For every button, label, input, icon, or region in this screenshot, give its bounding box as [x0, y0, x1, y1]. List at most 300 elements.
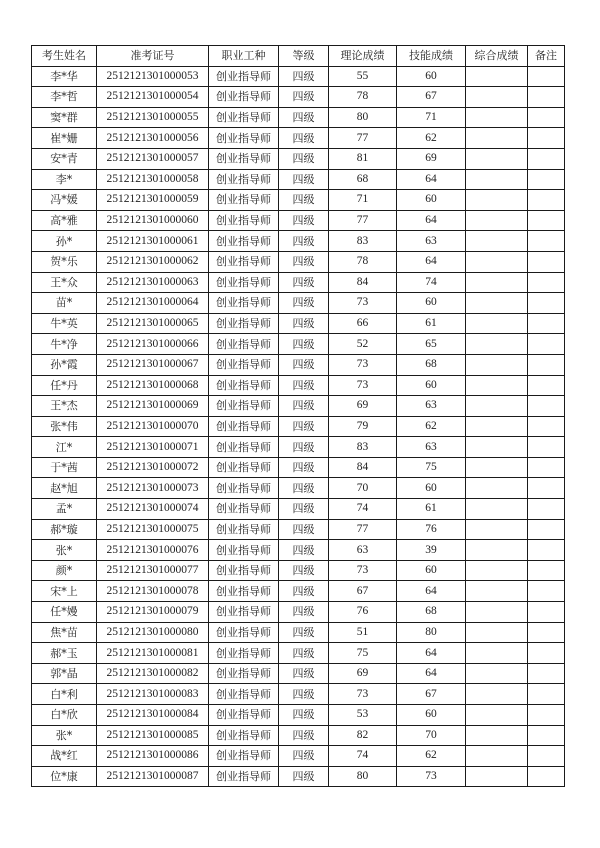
cell-exam-id: 2512121301000068: [97, 375, 209, 396]
cell-job: 创业指导师: [209, 560, 279, 581]
cell-name: 宋*上: [32, 581, 97, 602]
table-row: [32, 602, 565, 623]
header-job: 职业工种: [209, 46, 279, 67]
cell-theory-score: 84: [329, 457, 397, 478]
cell-theory-score: 55: [329, 66, 397, 87]
cell-note: [528, 128, 565, 149]
cell-job: 创业指导师: [209, 622, 279, 643]
cell-job: 创业指导师: [209, 210, 279, 231]
cell-level: 四级: [279, 148, 329, 169]
cell-exam-id: 2512121301000057: [97, 148, 209, 169]
cell-exam-id: 2512121301000070: [97, 416, 209, 437]
table-row: [32, 643, 565, 664]
cell-note: [528, 87, 565, 108]
cell-theory-score: 68: [329, 169, 397, 190]
cell-level: 四级: [279, 560, 329, 581]
cell-theory-score: 79: [329, 416, 397, 437]
cell-name: 冯*媛: [32, 190, 97, 211]
cell-job: 创业指导师: [209, 643, 279, 664]
cell-name: 位*康: [32, 766, 97, 787]
cell-theory-score: 73: [329, 560, 397, 581]
cell-note: [528, 540, 565, 561]
cell-exam-id: 2512121301000083: [97, 684, 209, 705]
cell-exam-id: 2512121301000076: [97, 540, 209, 561]
cell-name: 孙*霞: [32, 354, 97, 375]
cell-exam-id: 2512121301000067: [97, 354, 209, 375]
cell-skill-score: 60: [397, 190, 466, 211]
cell-name: 张*伟: [32, 416, 97, 437]
table-row: [32, 519, 565, 540]
cell-job: 创业指导师: [209, 746, 279, 767]
cell-total-score: [466, 746, 528, 767]
cell-level: 四级: [279, 663, 329, 684]
cell-theory-score: 73: [329, 375, 397, 396]
cell-level: 四级: [279, 540, 329, 561]
cell-note: [528, 107, 565, 128]
cell-skill-score: 69: [397, 148, 466, 169]
cell-theory-score: 70: [329, 478, 397, 499]
cell-exam-id: 2512121301000074: [97, 499, 209, 520]
cell-total-score: [466, 416, 528, 437]
cell-theory-score: 75: [329, 643, 397, 664]
cell-theory-score: 66: [329, 313, 397, 334]
cell-exam-id: 2512121301000087: [97, 766, 209, 787]
cell-note: [528, 190, 565, 211]
cell-theory-score: 67: [329, 581, 397, 602]
cell-skill-score: 39: [397, 540, 466, 561]
cell-skill-score: 62: [397, 128, 466, 149]
cell-job: 创业指导师: [209, 87, 279, 108]
cell-note: [528, 457, 565, 478]
cell-total-score: [466, 560, 528, 581]
cell-name: 江*: [32, 437, 97, 458]
cell-skill-score: 63: [397, 231, 466, 252]
cell-theory-score: 81: [329, 148, 397, 169]
cell-skill-score: 60: [397, 560, 466, 581]
cell-name: 张*: [32, 540, 97, 561]
cell-level: 四级: [279, 519, 329, 540]
cell-note: [528, 663, 565, 684]
cell-level: 四级: [279, 293, 329, 314]
cell-theory-score: 51: [329, 622, 397, 643]
cell-level: 四级: [279, 725, 329, 746]
cell-name: 赵*旭: [32, 478, 97, 499]
cell-name: 孟*: [32, 499, 97, 520]
cell-skill-score: 60: [397, 705, 466, 726]
cell-exam-id: 2512121301000075: [97, 519, 209, 540]
table-row: [32, 148, 565, 169]
cell-exam-id: 2512121301000056: [97, 128, 209, 149]
cell-note: [528, 354, 565, 375]
cell-name: 牛*英: [32, 313, 97, 334]
cell-exam-id: 2512121301000073: [97, 478, 209, 499]
cell-total-score: [466, 457, 528, 478]
cell-skill-score: 64: [397, 663, 466, 684]
cell-level: 四级: [279, 169, 329, 190]
table-row: [32, 437, 565, 458]
cell-job: 创业指导师: [209, 148, 279, 169]
cell-note: [528, 684, 565, 705]
cell-skill-score: 63: [397, 396, 466, 417]
cell-name: 高*雅: [32, 210, 97, 231]
cell-name: 焦*苗: [32, 622, 97, 643]
cell-note: [528, 643, 565, 664]
cell-note: [528, 251, 565, 272]
cell-note: [528, 272, 565, 293]
table-row: [32, 457, 565, 478]
cell-job: 创业指导师: [209, 334, 279, 355]
cell-job: 创业指导师: [209, 190, 279, 211]
cell-skill-score: 64: [397, 581, 466, 602]
cell-theory-score: 84: [329, 272, 397, 293]
cell-exam-id: 2512121301000059: [97, 190, 209, 211]
cell-theory-score: 76: [329, 602, 397, 623]
cell-total-score: [466, 107, 528, 128]
cell-exam-id: 2512121301000065: [97, 313, 209, 334]
cell-exam-id: 2512121301000058: [97, 169, 209, 190]
cell-skill-score: 71: [397, 107, 466, 128]
cell-job: 创业指导师: [209, 602, 279, 623]
cell-skill-score: 64: [397, 210, 466, 231]
table-row: [32, 272, 565, 293]
cell-job: 创业指导师: [209, 725, 279, 746]
cell-note: [528, 334, 565, 355]
table-row: [32, 540, 565, 561]
cell-exam-id: 2512121301000062: [97, 251, 209, 272]
cell-job: 创业指导师: [209, 705, 279, 726]
cell-skill-score: 60: [397, 293, 466, 314]
header-theory-score: 理论成绩: [329, 46, 397, 67]
cell-job: 创业指导师: [209, 437, 279, 458]
table-row: [32, 169, 565, 190]
table-row: [32, 478, 565, 499]
cell-theory-score: 74: [329, 746, 397, 767]
table-body: [32, 66, 565, 787]
cell-note: [528, 169, 565, 190]
header-total-score: 综合成绩: [466, 46, 528, 67]
cell-exam-id: 2512121301000085: [97, 725, 209, 746]
cell-exam-id: 2512121301000079: [97, 602, 209, 623]
cell-note: [528, 210, 565, 231]
cell-total-score: [466, 581, 528, 602]
cell-job: 创业指导师: [209, 375, 279, 396]
cell-job: 创业指导师: [209, 478, 279, 499]
cell-skill-score: 67: [397, 684, 466, 705]
cell-skill-score: 73: [397, 766, 466, 787]
cell-level: 四级: [279, 643, 329, 664]
header-level: 等级: [279, 46, 329, 67]
cell-skill-score: 76: [397, 519, 466, 540]
header-note: 备注: [528, 46, 565, 67]
cell-name: 王*众: [32, 272, 97, 293]
cell-job: 创业指导师: [209, 540, 279, 561]
cell-name: 于*茜: [32, 457, 97, 478]
cell-level: 四级: [279, 478, 329, 499]
cell-note: [528, 519, 565, 540]
cell-level: 四级: [279, 272, 329, 293]
cell-note: [528, 581, 565, 602]
cell-theory-score: 69: [329, 396, 397, 417]
cell-theory-score: 53: [329, 705, 397, 726]
cell-theory-score: 77: [329, 210, 397, 231]
cell-theory-score: 69: [329, 663, 397, 684]
cell-job: 创业指导师: [209, 128, 279, 149]
cell-total-score: [466, 354, 528, 375]
cell-level: 四级: [279, 457, 329, 478]
cell-exam-id: 2512121301000054: [97, 87, 209, 108]
table-row: [32, 766, 565, 787]
cell-job: 创业指导师: [209, 313, 279, 334]
cell-job: 创业指导师: [209, 293, 279, 314]
cell-theory-score: 77: [329, 128, 397, 149]
cell-total-score: [466, 251, 528, 272]
cell-name: 战*红: [32, 746, 97, 767]
cell-total-score: [466, 622, 528, 643]
cell-job: 创业指导师: [209, 499, 279, 520]
table-row: [32, 499, 565, 520]
cell-skill-score: 60: [397, 375, 466, 396]
table-row: [32, 416, 565, 437]
cell-level: 四级: [279, 416, 329, 437]
cell-exam-id: 2512121301000064: [97, 293, 209, 314]
cell-skill-score: 74: [397, 272, 466, 293]
cell-job: 创业指导师: [209, 416, 279, 437]
cell-note: [528, 437, 565, 458]
cell-name: 李*华: [32, 66, 97, 87]
cell-job: 创业指导师: [209, 766, 279, 787]
cell-total-score: [466, 272, 528, 293]
cell-exam-id: 2512121301000063: [97, 272, 209, 293]
cell-total-score: [466, 499, 528, 520]
cell-job: 创业指导师: [209, 272, 279, 293]
cell-job: 创业指导师: [209, 519, 279, 540]
cell-skill-score: 68: [397, 354, 466, 375]
cell-job: 创业指导师: [209, 107, 279, 128]
cell-note: [528, 622, 565, 643]
cell-total-score: [466, 313, 528, 334]
cell-theory-score: 78: [329, 251, 397, 272]
cell-job: 创业指导师: [209, 396, 279, 417]
table-row: [32, 663, 565, 684]
cell-exam-id: 2512121301000071: [97, 437, 209, 458]
cell-total-score: [466, 375, 528, 396]
cell-name: 郭*晶: [32, 663, 97, 684]
cell-level: 四级: [279, 437, 329, 458]
cell-skill-score: 60: [397, 478, 466, 499]
cell-name: 崔*姗: [32, 128, 97, 149]
cell-total-score: [466, 148, 528, 169]
table-row: [32, 560, 565, 581]
cell-name: 郝*玉: [32, 643, 97, 664]
cell-name: 李*: [32, 169, 97, 190]
cell-name: 苗*: [32, 293, 97, 314]
cell-skill-score: 68: [397, 602, 466, 623]
cell-skill-score: 64: [397, 643, 466, 664]
cell-level: 四级: [279, 251, 329, 272]
cell-level: 四级: [279, 705, 329, 726]
cell-theory-score: 77: [329, 519, 397, 540]
cell-theory-score: 80: [329, 107, 397, 128]
cell-total-score: [466, 725, 528, 746]
cell-name: 任*丹: [32, 375, 97, 396]
cell-name: 张*: [32, 725, 97, 746]
cell-total-score: [466, 705, 528, 726]
cell-level: 四级: [279, 684, 329, 705]
header-name: 考生姓名: [32, 46, 97, 67]
cell-note: [528, 66, 565, 87]
cell-exam-id: 2512121301000055: [97, 107, 209, 128]
cell-total-score: [466, 210, 528, 231]
cell-level: 四级: [279, 87, 329, 108]
cell-level: 四级: [279, 128, 329, 149]
cell-level: 四级: [279, 622, 329, 643]
cell-total-score: [466, 478, 528, 499]
table-row: [32, 66, 565, 87]
cell-name: 窦*群: [32, 107, 97, 128]
cell-job: 创业指导师: [209, 354, 279, 375]
cell-theory-score: 83: [329, 231, 397, 252]
cell-exam-id: 2512121301000066: [97, 334, 209, 355]
cell-level: 四级: [279, 313, 329, 334]
cell-level: 四级: [279, 396, 329, 417]
cell-note: [528, 705, 565, 726]
cell-total-score: [466, 602, 528, 623]
table-row: [32, 622, 565, 643]
cell-job: 创业指导师: [209, 663, 279, 684]
cell-skill-score: 62: [397, 746, 466, 767]
cell-name: 安*青: [32, 148, 97, 169]
cell-name: 白*利: [32, 684, 97, 705]
table-row: [32, 581, 565, 602]
cell-total-score: [466, 643, 528, 664]
cell-exam-id: 2512121301000061: [97, 231, 209, 252]
cell-note: [528, 746, 565, 767]
table-row: [32, 396, 565, 417]
cell-total-score: [466, 293, 528, 314]
cell-note: [528, 499, 565, 520]
cell-exam-id: 2512121301000080: [97, 622, 209, 643]
cell-job: 创业指导师: [209, 684, 279, 705]
cell-note: [528, 148, 565, 169]
cell-level: 四级: [279, 602, 329, 623]
cell-theory-score: 52: [329, 334, 397, 355]
cell-skill-score: 70: [397, 725, 466, 746]
cell-skill-score: 64: [397, 169, 466, 190]
cell-theory-score: 83: [329, 437, 397, 458]
cell-total-score: [466, 190, 528, 211]
table-row: [32, 293, 565, 314]
table-row: [32, 684, 565, 705]
cell-job: 创业指导师: [209, 581, 279, 602]
cell-note: [528, 560, 565, 581]
cell-theory-score: 73: [329, 684, 397, 705]
table-row: [32, 313, 565, 334]
cell-total-score: [466, 396, 528, 417]
cell-level: 四级: [279, 375, 329, 396]
cell-name: 颜*: [32, 560, 97, 581]
cell-total-score: [466, 169, 528, 190]
cell-name: 贺*乐: [32, 251, 97, 272]
table-row: [32, 375, 565, 396]
header-row: [32, 46, 565, 67]
header-skill-score: 技能成绩: [397, 46, 466, 67]
cell-note: [528, 313, 565, 334]
cell-exam-id: 2512121301000060: [97, 210, 209, 231]
cell-exam-id: 2512121301000082: [97, 663, 209, 684]
cell-total-score: [466, 663, 528, 684]
cell-skill-score: 64: [397, 251, 466, 272]
cell-level: 四级: [279, 354, 329, 375]
cell-name: 孙*: [32, 231, 97, 252]
cell-theory-score: 73: [329, 293, 397, 314]
cell-note: [528, 766, 565, 787]
cell-skill-score: 75: [397, 457, 466, 478]
cell-level: 四级: [279, 190, 329, 211]
cell-exam-id: 2512121301000081: [97, 643, 209, 664]
table-row: [32, 746, 565, 767]
cell-exam-id: 2512121301000086: [97, 746, 209, 767]
cell-theory-score: 63: [329, 540, 397, 561]
cell-exam-id: 2512121301000078: [97, 581, 209, 602]
cell-level: 四级: [279, 766, 329, 787]
cell-name: 白*欣: [32, 705, 97, 726]
cell-level: 四级: [279, 231, 329, 252]
cell-theory-score: 78: [329, 87, 397, 108]
cell-level: 四级: [279, 66, 329, 87]
cell-level: 四级: [279, 334, 329, 355]
cell-job: 创业指导师: [209, 66, 279, 87]
table-row: [32, 725, 565, 746]
cell-exam-id: 2512121301000072: [97, 457, 209, 478]
table-row: [32, 87, 565, 108]
cell-exam-id: 2512121301000053: [97, 66, 209, 87]
table-row: [32, 334, 565, 355]
header-exam-id: 准考证号: [97, 46, 209, 67]
cell-theory-score: 80: [329, 766, 397, 787]
cell-exam-id: 2512121301000084: [97, 705, 209, 726]
table-row: [32, 210, 565, 231]
table-row: [32, 231, 565, 252]
table-row: [32, 705, 565, 726]
cell-total-score: [466, 66, 528, 87]
cell-level: 四级: [279, 107, 329, 128]
cell-note: [528, 725, 565, 746]
cell-name: 任*嫚: [32, 602, 97, 623]
cell-total-score: [466, 128, 528, 149]
cell-name: 李*哲: [32, 87, 97, 108]
cell-total-score: [466, 684, 528, 705]
cell-total-score: [466, 437, 528, 458]
cell-name: 王*杰: [32, 396, 97, 417]
table-row: [32, 354, 565, 375]
table-row: [32, 128, 565, 149]
cell-level: 四级: [279, 581, 329, 602]
score-table: [31, 45, 565, 787]
cell-job: 创业指导师: [209, 169, 279, 190]
cell-skill-score: 63: [397, 437, 466, 458]
cell-note: [528, 602, 565, 623]
cell-note: [528, 293, 565, 314]
cell-job: 创业指导师: [209, 457, 279, 478]
table-row: [32, 107, 565, 128]
cell-skill-score: 67: [397, 87, 466, 108]
cell-total-score: [466, 87, 528, 108]
cell-job: 创业指导师: [209, 251, 279, 272]
cell-name: 牛*净: [32, 334, 97, 355]
cell-total-score: [466, 540, 528, 561]
cell-level: 四级: [279, 499, 329, 520]
cell-total-score: [466, 231, 528, 252]
